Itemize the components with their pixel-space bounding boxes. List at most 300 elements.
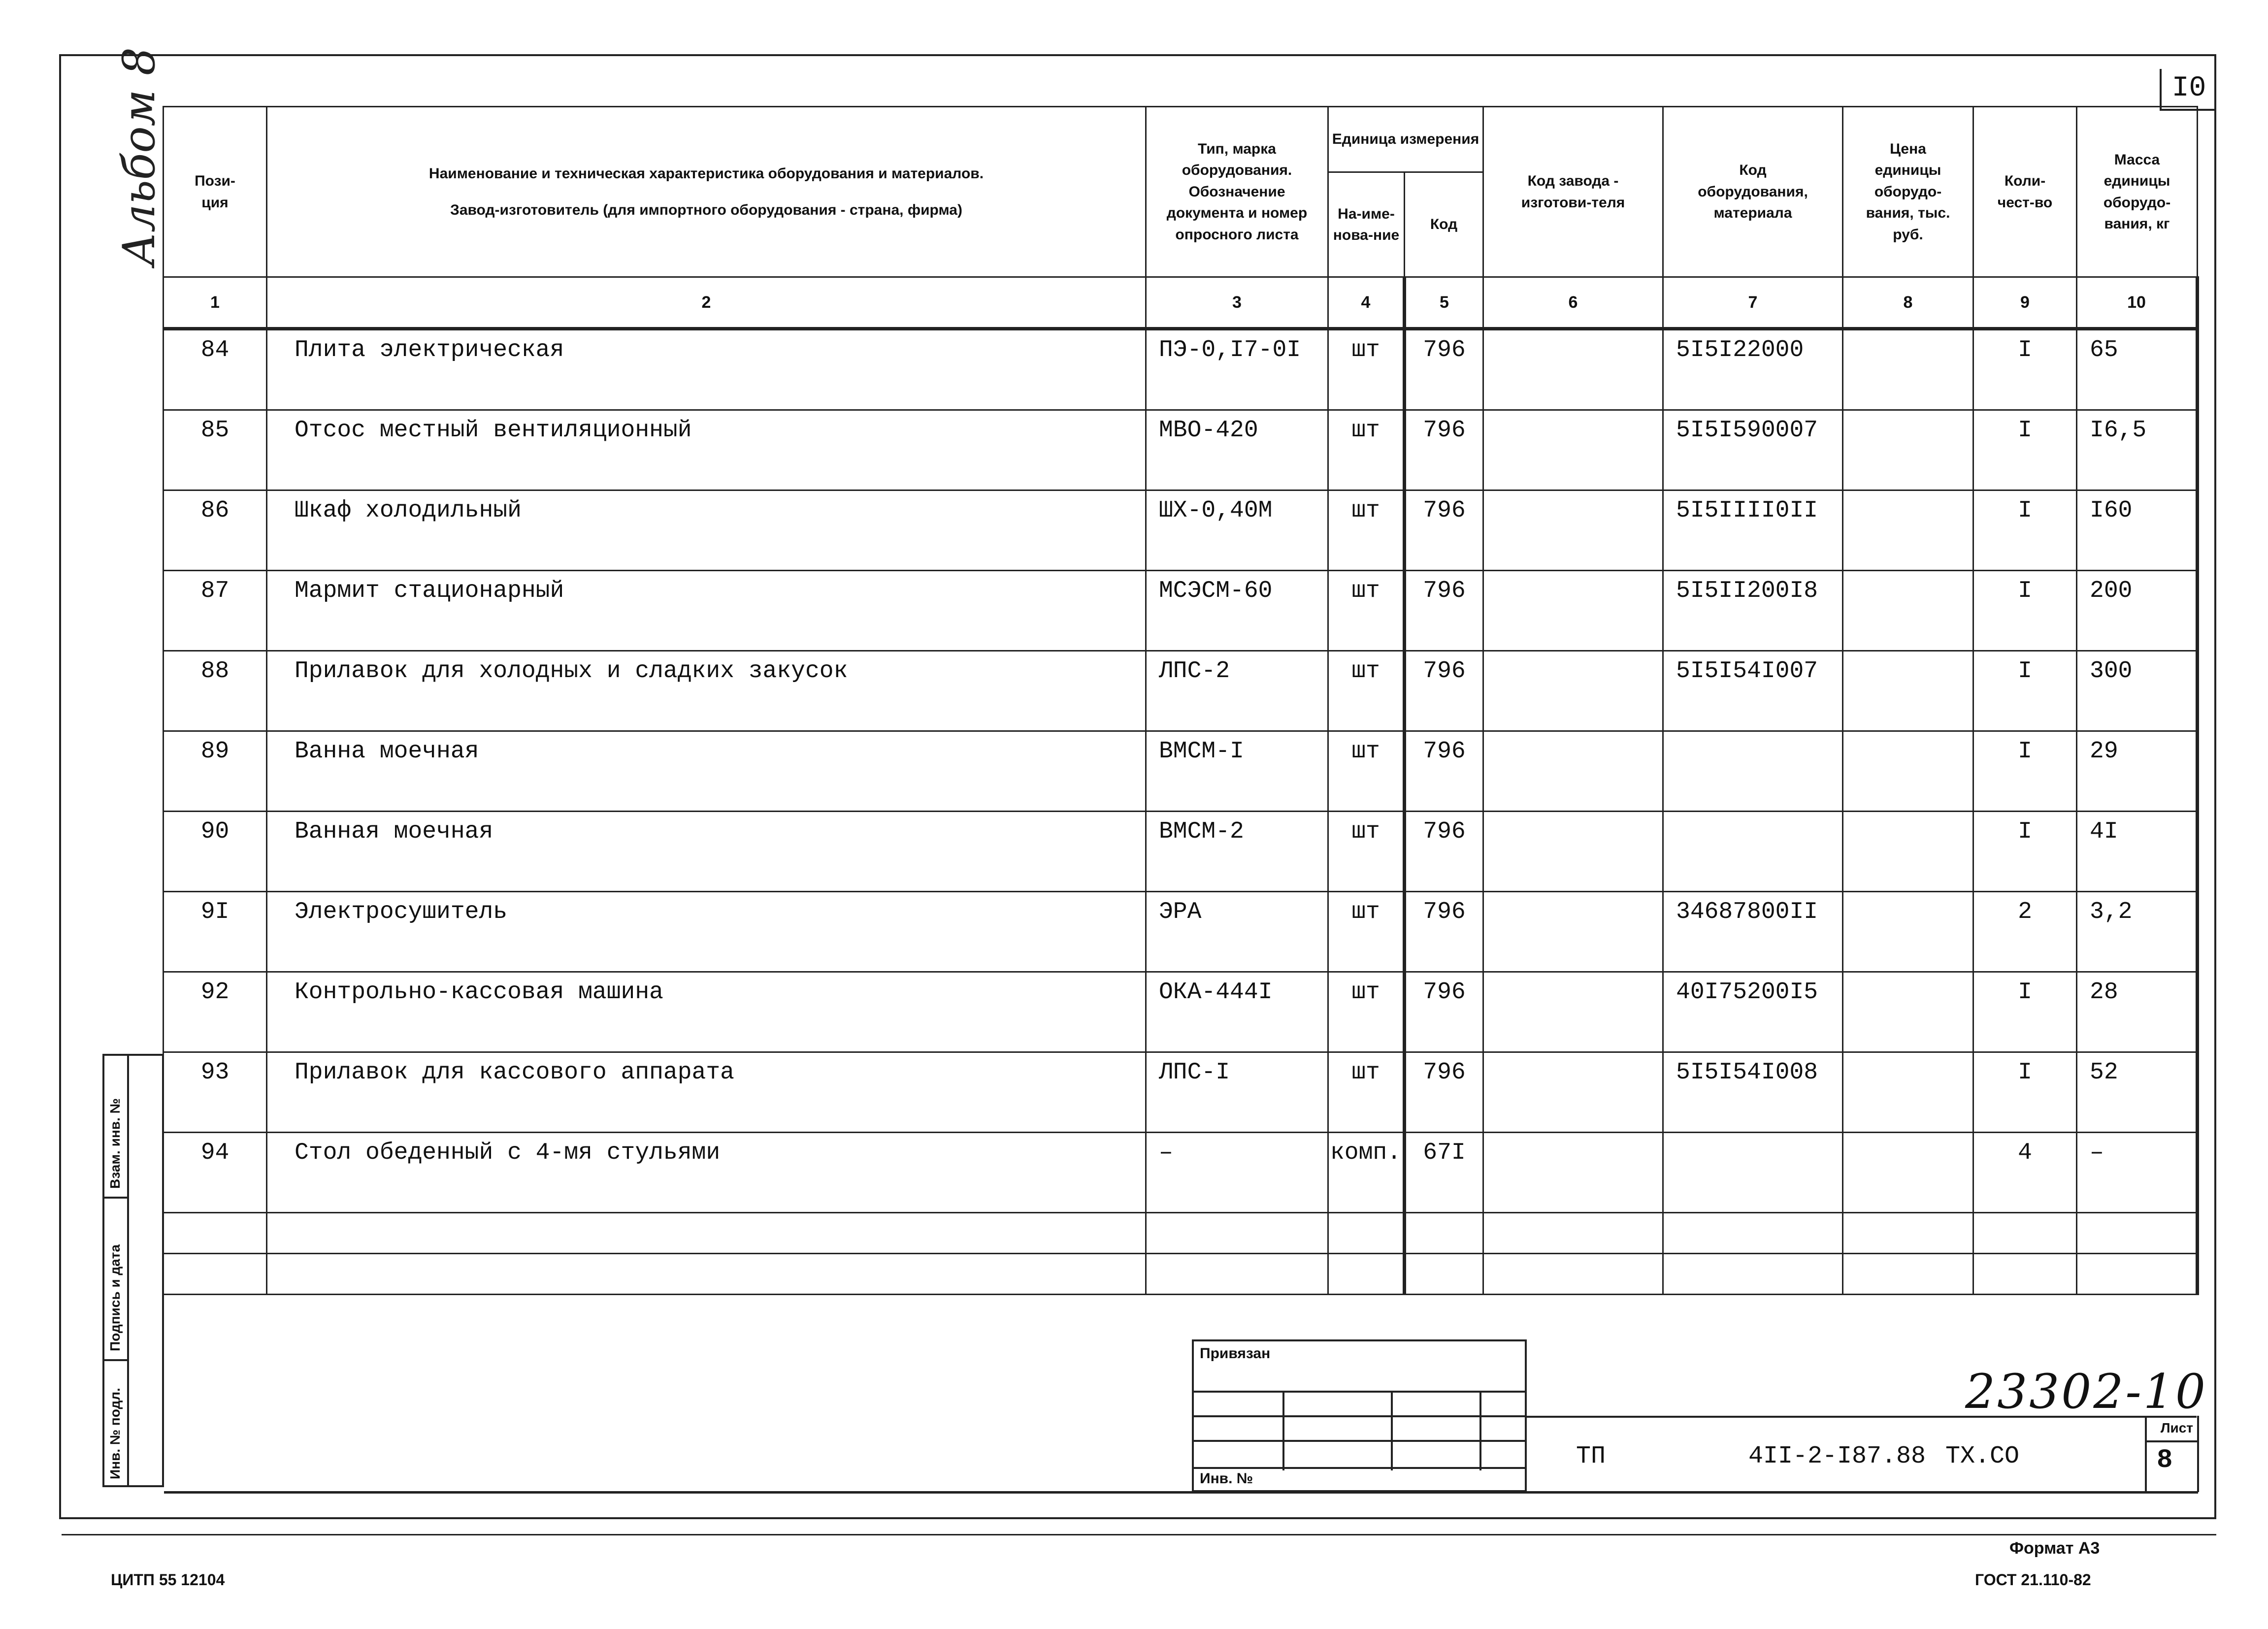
empty-cell xyxy=(1483,1254,1663,1295)
spacer-cell xyxy=(2077,370,2198,410)
spacer-cell xyxy=(1973,611,2077,651)
table-row xyxy=(164,812,2198,852)
cell-type: ВМСМ-2 xyxy=(1146,812,1328,852)
cell-quantity: I xyxy=(1973,972,2077,1012)
cell-position: 84 xyxy=(164,329,267,370)
column-number-3: 3 xyxy=(1146,277,1328,329)
cell-factory-code xyxy=(1483,329,1663,370)
cell-factory-code xyxy=(1483,571,1663,611)
title-tp: ТП xyxy=(1576,1442,1606,1470)
spacer-cell xyxy=(1663,851,1843,892)
table-row-spacer xyxy=(164,450,2198,490)
column-number-7: 7 xyxy=(1663,277,1843,329)
cell-unit-code: 796 xyxy=(1405,490,1483,531)
cell-position: 85 xyxy=(164,410,267,451)
empty-rows xyxy=(164,1213,2198,1295)
cell-type: ЛПС-I xyxy=(1146,1052,1328,1093)
spacer-cell xyxy=(1663,1092,1843,1133)
spacer-cell xyxy=(1328,851,1405,892)
cell-quantity: I xyxy=(1973,329,2077,370)
spacer-cell xyxy=(1663,530,1843,571)
table-row-spacer xyxy=(164,851,2198,892)
spacer-cell xyxy=(2077,530,2198,571)
table-row-spacer xyxy=(164,1173,2198,1213)
side-label-podpis: Подпись и дата xyxy=(107,1244,123,1351)
cell-price xyxy=(1843,651,1973,691)
spacer-cell xyxy=(1328,1173,1405,1213)
spacer-cell xyxy=(1973,1173,2077,1213)
stamp-vline-3 xyxy=(1479,1391,1481,1470)
table-row-spacer xyxy=(164,530,2198,571)
spacer-cell xyxy=(1146,530,1328,571)
spacer-cell xyxy=(1663,1173,1843,1213)
table-row xyxy=(164,571,2198,611)
col-name-header-line2: Завод-изготовитель (для импортного оборудования - страна, фирма) xyxy=(450,201,962,218)
empty-cell xyxy=(1483,1213,1663,1254)
cell-equipment-code: 5I5II200I8 xyxy=(1663,571,1843,611)
table-row xyxy=(164,731,2198,772)
side-cell-inv xyxy=(104,1361,129,1485)
spacer-cell xyxy=(1843,1092,1973,1133)
cell-type: ШХ-0,40М xyxy=(1146,490,1328,531)
spacer-cell xyxy=(2077,450,2198,490)
spacer-cell xyxy=(164,530,267,571)
spacer-cell xyxy=(1483,691,1663,731)
table-row xyxy=(164,892,2198,932)
empty-cell xyxy=(267,1213,1146,1254)
spacer-cell xyxy=(1146,932,1328,972)
table-row-spacer xyxy=(164,1012,2198,1052)
spacer-cell xyxy=(1405,611,1483,651)
spacer-cell xyxy=(1405,932,1483,972)
spacer-cell xyxy=(1973,370,2077,410)
cell-equipment-code: 5I5IIII0II xyxy=(1663,490,1843,531)
empty-cell xyxy=(1973,1254,2077,1295)
spacer-cell xyxy=(1663,771,1843,812)
cell-unit: шт xyxy=(1328,731,1405,772)
spacer-cell xyxy=(1405,450,1483,490)
cell-factory-code xyxy=(1483,490,1663,531)
empty-cell xyxy=(1663,1254,1843,1295)
handwritten-number: 23302-10 xyxy=(1965,1364,2207,1419)
album-label xyxy=(113,47,165,266)
col-unit-name-header: На-име-нова-ние xyxy=(1328,172,1405,277)
col-equipment-code-header: Код оборудования, материала xyxy=(1663,107,1843,277)
spacer-cell xyxy=(1146,771,1328,812)
spacer-cell xyxy=(2077,932,2198,972)
cell-name: Стол обеденный с 4-мя стульями xyxy=(267,1133,1146,1173)
spacer-cell xyxy=(164,691,267,731)
spacer-cell xyxy=(1405,1012,1483,1052)
sheet-label: Лист xyxy=(2147,1416,2197,1442)
column-number-9: 9 xyxy=(1973,277,2077,329)
footer-line xyxy=(62,1534,2216,1535)
stamp-vline-2 xyxy=(1391,1391,1393,1470)
cell-unit-code: 796 xyxy=(1405,410,1483,451)
spacer-cell xyxy=(2077,691,2198,731)
spacer-cell xyxy=(267,370,1146,410)
cell-factory-code xyxy=(1483,651,1663,691)
spacer-cell xyxy=(164,851,267,892)
spacer-cell xyxy=(164,771,267,812)
stamp-privyazan: Привязан xyxy=(1200,1345,1271,1362)
cell-unit-code: 796 xyxy=(1405,731,1483,772)
title-doc-code: ТХ.СО xyxy=(1945,1442,2020,1470)
stamp-vline-1 xyxy=(1282,1391,1284,1470)
empty-cell xyxy=(1405,1213,1483,1254)
spacer-cell xyxy=(1843,1173,1973,1213)
empty-cell xyxy=(1663,1213,1843,1254)
cell-position: 92 xyxy=(164,972,267,1012)
spacer-cell xyxy=(1973,851,2077,892)
cell-factory-code xyxy=(1483,972,1663,1012)
spacer-cell xyxy=(1405,1092,1483,1133)
empty-row xyxy=(164,1254,2198,1295)
cell-quantity: 4 xyxy=(1973,1133,2077,1173)
spacer-cell xyxy=(1483,1012,1663,1052)
spacer-cell xyxy=(1973,450,2077,490)
cell-mass: 3,2 xyxy=(2077,892,2198,932)
empty-cell xyxy=(1146,1254,1328,1295)
footer-left: ЦИТП 55 12104 xyxy=(111,1571,225,1589)
spacer-cell xyxy=(1973,691,2077,731)
spacer-cell xyxy=(1483,1173,1663,1213)
cell-name: Контрольно-кассовая машина xyxy=(267,972,1146,1012)
empty-row xyxy=(164,1213,2198,1254)
cell-equipment-code: 5I5I590007 xyxy=(1663,410,1843,451)
cell-unit-code: 796 xyxy=(1405,651,1483,691)
spacer-cell xyxy=(267,450,1146,490)
cell-unit: шт xyxy=(1328,329,1405,370)
col-mass-header: Масса единицы оборудо-вания, кг xyxy=(2077,107,2198,277)
cell-equipment-code: 5I5I54I007 xyxy=(1663,651,1843,691)
column-number-4: 4 xyxy=(1328,277,1405,329)
spacer-cell xyxy=(164,611,267,651)
spacer-cell xyxy=(1146,1092,1328,1133)
column-number-2: 2 xyxy=(267,277,1146,329)
cell-name: Ванная моечная xyxy=(267,812,1146,852)
cell-price xyxy=(1843,731,1973,772)
cell-name: Прилавок для кассового аппарата xyxy=(267,1052,1146,1093)
spacer-cell xyxy=(1328,611,1405,651)
cell-equipment-code: 5I5I54I008 xyxy=(1663,1052,1843,1093)
spacer-cell xyxy=(164,1173,267,1213)
spacer-cell xyxy=(1146,450,1328,490)
spacer-cell xyxy=(1405,530,1483,571)
table-row-spacer xyxy=(164,771,2198,812)
cell-position: 9I xyxy=(164,892,267,932)
spacer-cell xyxy=(1328,1012,1405,1052)
spacer-cell xyxy=(267,1092,1146,1133)
spacer-cell xyxy=(2077,1173,2198,1213)
cell-position: 86 xyxy=(164,490,267,531)
specification-rows xyxy=(164,329,2198,1213)
side-cell-podpis xyxy=(104,1199,129,1361)
col-position-header: Пози- ция xyxy=(164,107,267,277)
spacer-cell xyxy=(267,851,1146,892)
cell-unit: комп. xyxy=(1328,1133,1405,1173)
spacer-cell xyxy=(267,932,1146,972)
cell-quantity: I xyxy=(1973,410,2077,451)
cell-unit: шт xyxy=(1328,1052,1405,1093)
cell-mass: I60 xyxy=(2077,490,2198,531)
album-label-text: Альбом 8 xyxy=(113,47,165,266)
spacer-cell xyxy=(1328,370,1405,410)
specification-table xyxy=(163,106,2199,1295)
spacer-cell xyxy=(164,932,267,972)
column-number-10: 10 xyxy=(2077,277,2198,329)
spacer-cell xyxy=(1483,932,1663,972)
spacer-cell xyxy=(1843,932,1973,972)
empty-cell xyxy=(2077,1213,2198,1254)
cell-unit: шт xyxy=(1328,571,1405,611)
spacer-cell xyxy=(1663,611,1843,651)
cell-price xyxy=(1843,329,1973,370)
col-quantity-header: Коли-чест-во xyxy=(1973,107,2077,277)
spacer-cell xyxy=(164,450,267,490)
cell-mass: I6,5 xyxy=(2077,410,2198,451)
spacer-cell xyxy=(1973,530,2077,571)
spacer-cell xyxy=(2077,851,2198,892)
spacer-cell xyxy=(1483,611,1663,651)
column-number-1: 1 xyxy=(164,277,267,329)
cell-unit-code: 796 xyxy=(1405,571,1483,611)
empty-cell xyxy=(267,1254,1146,1295)
cell-type: МВО-420 xyxy=(1146,410,1328,451)
stamp-line-1 xyxy=(1194,1391,1525,1393)
title-block xyxy=(1527,1416,2197,1492)
column-numbers-row xyxy=(164,277,2198,329)
cell-equipment-code: 5I5I22000 xyxy=(1663,329,1843,370)
cell-type: МСЭСМ-60 xyxy=(1146,571,1328,611)
spacer-cell xyxy=(1843,771,1973,812)
spacer-cell xyxy=(164,370,267,410)
empty-cell xyxy=(1405,1254,1483,1295)
empty-cell xyxy=(164,1254,267,1295)
spacer-cell xyxy=(1483,450,1663,490)
cell-mass: 29 xyxy=(2077,731,2198,772)
stamp-line-3 xyxy=(1194,1440,1525,1442)
cell-quantity: 2 xyxy=(1973,892,2077,932)
spacer-cell xyxy=(1843,450,1973,490)
spacer-cell xyxy=(1405,1173,1483,1213)
cell-quantity: I xyxy=(1973,571,2077,611)
empty-cell xyxy=(1973,1213,2077,1254)
table-row xyxy=(164,972,2198,1012)
cell-price xyxy=(1843,571,1973,611)
table-row xyxy=(164,1052,2198,1093)
cell-unit-code: 796 xyxy=(1405,812,1483,852)
cell-quantity: I xyxy=(1973,1052,2077,1093)
column-number-5: 5 xyxy=(1405,277,1483,329)
cell-price xyxy=(1843,410,1973,451)
col-type-header: Тип, марка оборудования. Обозначение документа и номер опросного листа xyxy=(1146,107,1328,277)
sheet-box xyxy=(2145,1416,2199,1492)
cell-unit-code: 796 xyxy=(1405,329,1483,370)
binding-stamp xyxy=(1192,1339,1527,1492)
spacer-cell xyxy=(1146,370,1328,410)
spacer-cell xyxy=(1973,1092,2077,1133)
spacer-cell xyxy=(1843,530,1973,571)
sheet-number: 8 xyxy=(2157,1445,2173,1475)
cell-mass: 200 xyxy=(2077,571,2198,611)
table-row-spacer xyxy=(164,691,2198,731)
cell-factory-code xyxy=(1483,1052,1663,1093)
cell-equipment-code xyxy=(1663,731,1843,772)
cell-position: 94 xyxy=(164,1133,267,1173)
cell-equipment-code xyxy=(1663,812,1843,852)
cell-unit-code: 67I xyxy=(1405,1133,1483,1173)
spacer-cell xyxy=(1146,1173,1328,1213)
spacer-cell xyxy=(267,611,1146,651)
spacer-cell xyxy=(1328,1092,1405,1133)
cell-price xyxy=(1843,490,1973,531)
empty-cell xyxy=(1843,1254,1973,1295)
empty-cell xyxy=(164,1213,267,1254)
spacer-cell xyxy=(164,1012,267,1052)
cell-unit: шт xyxy=(1328,410,1405,451)
spacer-cell xyxy=(1843,691,1973,731)
table-row-spacer xyxy=(164,932,2198,972)
cell-type: ВМСМ-I xyxy=(1146,731,1328,772)
cell-factory-code xyxy=(1483,731,1663,772)
cell-type: ЭРА xyxy=(1146,892,1328,932)
spacer-cell xyxy=(1843,1012,1973,1052)
spacer-cell xyxy=(1663,932,1843,972)
spacer-cell xyxy=(1973,932,2077,972)
cell-unit-code: 796 xyxy=(1405,972,1483,1012)
cell-quantity: I xyxy=(1973,731,2077,772)
cell-unit: шт xyxy=(1328,972,1405,1012)
spacer-cell xyxy=(1483,530,1663,571)
cell-name: Прилавок для холодных и сладких закусок xyxy=(267,651,1146,691)
cell-unit: шт xyxy=(1328,812,1405,852)
spacer-cell xyxy=(1146,691,1328,731)
cell-unit-code: 796 xyxy=(1405,892,1483,932)
spacer-cell xyxy=(1483,771,1663,812)
spacer-cell xyxy=(1663,450,1843,490)
table-row xyxy=(164,410,2198,451)
col-unit-group-header: Единица измерения xyxy=(1328,107,1483,172)
spacer-cell xyxy=(1328,932,1405,972)
table-row xyxy=(164,1133,2198,1173)
spacer-cell xyxy=(1483,370,1663,410)
side-label-vzam: Взам. инв. № xyxy=(107,1098,123,1189)
cell-factory-code xyxy=(1483,410,1663,451)
cell-position: 89 xyxy=(164,731,267,772)
table-row-spacer xyxy=(164,611,2198,651)
cell-mass: – xyxy=(2077,1133,2198,1173)
footer-gost: ГОСТ 21.110-82 xyxy=(1975,1571,2091,1589)
empty-cell xyxy=(1328,1254,1405,1295)
cell-quantity: I xyxy=(1973,651,2077,691)
spacer-cell xyxy=(1973,771,2077,812)
spacer-cell xyxy=(1843,370,1973,410)
cell-unit: шт xyxy=(1328,892,1405,932)
cell-mass: 4I xyxy=(2077,812,2198,852)
spacer-cell xyxy=(1328,450,1405,490)
table-row-spacer xyxy=(164,370,2198,410)
cell-position: 90 xyxy=(164,812,267,852)
cell-mass: 52 xyxy=(2077,1052,2198,1093)
spacer-cell xyxy=(1973,1012,2077,1052)
col-name-header xyxy=(267,107,1146,277)
side-label-inv: Инв. № подл. xyxy=(107,1388,123,1479)
cell-mass: 65 xyxy=(2077,329,2198,370)
cell-name: Ванна моечная xyxy=(267,731,1146,772)
cell-price xyxy=(1843,1052,1973,1093)
column-number-8: 8 xyxy=(1843,277,1973,329)
cell-quantity: I xyxy=(1973,812,2077,852)
spacer-cell xyxy=(1405,771,1483,812)
cell-name: Электросушитель xyxy=(267,892,1146,932)
spacer-cell xyxy=(1146,611,1328,651)
spacer-cell xyxy=(267,1012,1146,1052)
cell-factory-code xyxy=(1483,812,1663,852)
cell-price xyxy=(1843,972,1973,1012)
spacer-cell xyxy=(164,1092,267,1133)
cell-equipment-code xyxy=(1663,1133,1843,1173)
cell-factory-code xyxy=(1483,1133,1663,1173)
cell-unit: шт xyxy=(1328,651,1405,691)
cell-mass: 28 xyxy=(2077,972,2198,1012)
spacer-cell xyxy=(1843,851,1973,892)
cell-equipment-code: 34687800II xyxy=(1663,892,1843,932)
cell-equipment-code: 40I75200I5 xyxy=(1663,972,1843,1012)
table-row-spacer xyxy=(164,1092,2198,1133)
spacer-cell xyxy=(1328,691,1405,731)
spacer-cell xyxy=(1328,530,1405,571)
spacer-cell xyxy=(1328,771,1405,812)
cell-name: Отсос местный вентиляционный xyxy=(267,410,1146,451)
stamp-line-2 xyxy=(1194,1415,1525,1417)
empty-cell xyxy=(1146,1213,1328,1254)
stamp-line-4 xyxy=(1194,1467,1525,1469)
spacer-cell xyxy=(2077,771,2198,812)
corner-sheet-number: I0 xyxy=(2160,69,2216,111)
spacer-cell xyxy=(1405,691,1483,731)
spacer-cell xyxy=(1146,1012,1328,1052)
spacer-cell xyxy=(267,1173,1146,1213)
cell-name: Шкаф холодильный xyxy=(267,490,1146,531)
spacer-cell xyxy=(2077,1012,2198,1052)
spacer-cell xyxy=(267,530,1146,571)
table-row xyxy=(164,651,2198,691)
cell-type: ПЭ-0,I7-0I xyxy=(1146,329,1328,370)
spacer-cell xyxy=(1146,851,1328,892)
spacer-cell xyxy=(2077,611,2198,651)
table-row xyxy=(164,329,2198,370)
cell-factory-code xyxy=(1483,892,1663,932)
title-doc-number: 4II-2-I87.88 xyxy=(1748,1442,1926,1470)
column-number-6: 6 xyxy=(1483,277,1663,329)
cell-position: 93 xyxy=(164,1052,267,1093)
empty-cell xyxy=(1328,1213,1405,1254)
spacer-cell xyxy=(267,771,1146,812)
spacer-cell xyxy=(1663,370,1843,410)
col-name-header-line1: Наименование и техническая характеристика оборудования и материалов. xyxy=(428,165,984,182)
col-factory-code-header: Код завода - изготови-теля xyxy=(1483,107,1663,277)
footer-format: Формат А3 xyxy=(2009,1539,2100,1558)
cell-mass: 300 xyxy=(2077,651,2198,691)
col-price-header: Цена единицы оборудо-вания, тыс. руб. xyxy=(1843,107,1973,277)
cell-price xyxy=(1843,892,1973,932)
cell-position: 87 xyxy=(164,571,267,611)
cell-name: Мармит стационарный xyxy=(267,571,1146,611)
spacer-cell xyxy=(267,691,1146,731)
cell-unit-code: 796 xyxy=(1405,1052,1483,1093)
cell-price xyxy=(1843,1133,1973,1173)
